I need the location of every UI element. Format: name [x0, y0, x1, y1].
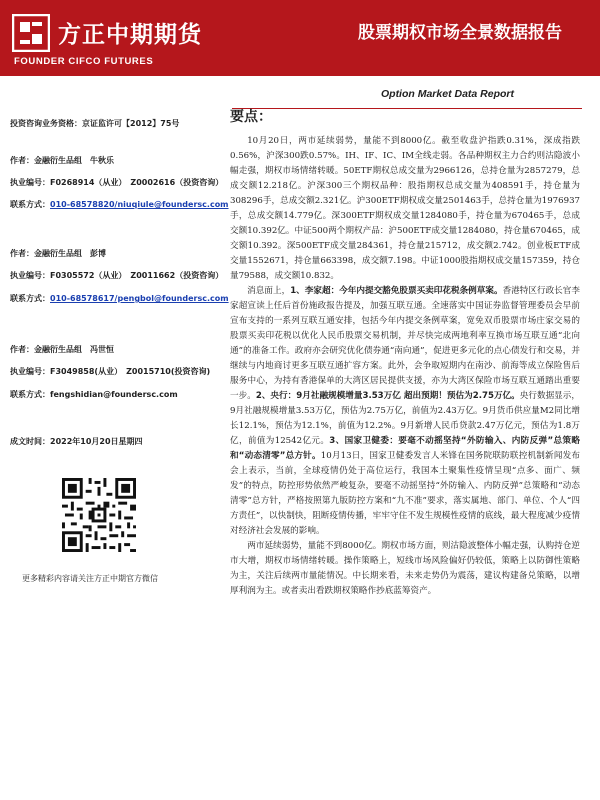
contact-label: 联系方式： [10, 390, 50, 399]
founder-logo-icon [12, 14, 50, 52]
author-contact [10, 293, 229, 304]
logo-chinese-name: 方正中期期货 [58, 22, 202, 48]
contact-link[interactable]: 010-68578820/niuqiule@foundersc.com [50, 200, 229, 209]
news-text-3: 10月13日，国家卫健委发言人米锋在国务院联防联控机制新闻发布会上表示，当前，全球疫情仍处于高位运行，我国本土聚集性疫情呈现“点多、面广、频发”的特点，防控形势依然严峻复杂，要毫不动摇坚持“外防输入、内防反弹”总策略和“动态清零”总方针，严格按照第九版防控方案和“九不准”要求，落实属地、部门、单位、个人“四方责任”，以快制快，阻断疫情传播，牢牢守住不发生规模性疫情的底线，最大程度减少疫情对经济社会发展的影响。 [230, 451, 581, 536]
qr-caption: 更多精彩内容请关注方正中期官方微信 [22, 574, 158, 583]
author-name: 作者：金融衍生品组 彭博 [10, 249, 106, 258]
report-title: 股票期权市场全景数据报告 [358, 23, 562, 43]
news-paragraph [230, 284, 580, 539]
publish-date: 成文时间：2022年10月20日星期四 [10, 437, 143, 446]
author-contact [10, 199, 229, 210]
author-contact [10, 389, 178, 400]
report-header [0, 0, 600, 76]
author-name: 作者：金融衍生品组 牛秋乐 [10, 156, 114, 165]
subtitle-divider [232, 108, 582, 109]
company-logo [12, 14, 232, 70]
contact-link[interactable]: 010-68578617/pengbol@foundersc.com [50, 294, 229, 303]
author-license: 执业编号：F0268914（从业） Z0002616（投资咨询） [10, 178, 224, 187]
strategy-paragraph: 两市延续弱势，量能不到8000亿。期权市场方面，则沽隐波整体小幅走强，认购持仓逆市大增，期权市场情绪转暖。操作策略上，短线市场风险偏好仍较低，策略上以防御性策略为主，关注后续两市量能情况。中长期来看，未来走势仍为震荡，建议构建备兑策略，以增厚利润为主。或者卖出看跌期权策略作抄底蓝筹资产。 [230, 541, 580, 596]
contact-email[interactable]: fengshidian@foundersc.com [50, 390, 178, 399]
news-headline-1: 1、李家超：今年内提交豁免股票买卖印花税条例草案。 [290, 286, 503, 296]
news-headline-2: 2、央行：9月社融规模增量3.53万亿 超出预期！预估为2.75万亿。 [255, 391, 520, 401]
section-title: 要点： [230, 109, 272, 125]
logo-english-name: FOUNDER CIFCO FUTURES [14, 56, 154, 67]
author-license: 执业编号：F3049858(从业） Z0015710(投资咨询) [10, 367, 211, 376]
news-intro: 消息面上， [247, 286, 291, 296]
report-subtitle: Option Market Data Report [380, 88, 514, 100]
author-name: 作者：金融衍生品组 冯世恒 [10, 345, 114, 354]
contact-label: 联系方式： [10, 200, 50, 209]
contact-label: 联系方式： [10, 294, 50, 303]
market-summary-paragraph: 10月20日，两市延续弱势，量能不到8000亿。截至收盘沪指跌0.31%，深成指跌0.56%，沪深300跌0.57%。IH、IF、IC、IM全线走弱。各品种期权主力合约则沽隐波小幅走强，期权市场情绪转暖。50ETF期权总成交量为2966126，总持仓量为2857279，总成交额12.218亿。沪深300三个期权品种：股指期权总成交量为408591手，持仓量为308296手，总成交额2.321亿。沪300ETF期权成交量2501463手，总持仓量为1976937手，总成交额14.779亿。深300ETF期权成交量1284080手，持仓量为670465手，总成交额10.392亿。中证500两个期权产品：沪500ETF成交量1284080，持仓量670465，成交额10.392。深500ETF成交量284361，持仓量215712，成交额2.742。创业板ETF成交量1552671，持仓量663398，成交额7.198。中证1000股指期权成交量157359，持仓量79588，成交额10.832。 [230, 136, 580, 281]
news-headline-3: 3、国家卫健委：要毫不动摇坚持“外防输入、内防反弹”总策略和“动态清零”总方针。 [230, 436, 580, 461]
qualification-text: 投资咨询业务资格：京证监许可【2012】75号 [10, 119, 180, 128]
report-body [230, 134, 580, 599]
news-text-1: 香港特区行政长官李家超宣读上任后首份施政报告提及，加强互联互通。全速落实中国证券监督管理委员会早前宣布支持的一系列互联互通安排，包括今年内提交条例草案，宽免双币股票市场庄家交易的股票买卖印花税以优化人民币股票交易机制，并尽快完成两地利率互换市场互联互通“北向通”的准备工作。政府亦会研究优化债券通“南向通”，促进更多元化的点心债发行和交易，并继续与内地商讨更多互联互通扩容方案。此外，会争取短期内在南沙、前海等成立保险售后服务中心，为持有香港保单的大湾区居民提供支援，亦为大湾区保险市场互联互通踏出重要一步。 [230, 286, 580, 401]
news-text-2: 央行数据显示，9月社融规模增量3.53万亿，预估为2.75万亿，前值为2.43万亿。9月货币供应量M2同比增长12.1%，预估为12.1%，前值为12.2%。9月新增人民币贷款2.47万亿元，预估为1.8万亿，前值为12542亿元。 [230, 391, 580, 446]
wechat-qr-code-icon [62, 478, 136, 552]
author-license: 执业编号：F0305572（从业） Z0011662（投资咨询） [10, 271, 224, 280]
